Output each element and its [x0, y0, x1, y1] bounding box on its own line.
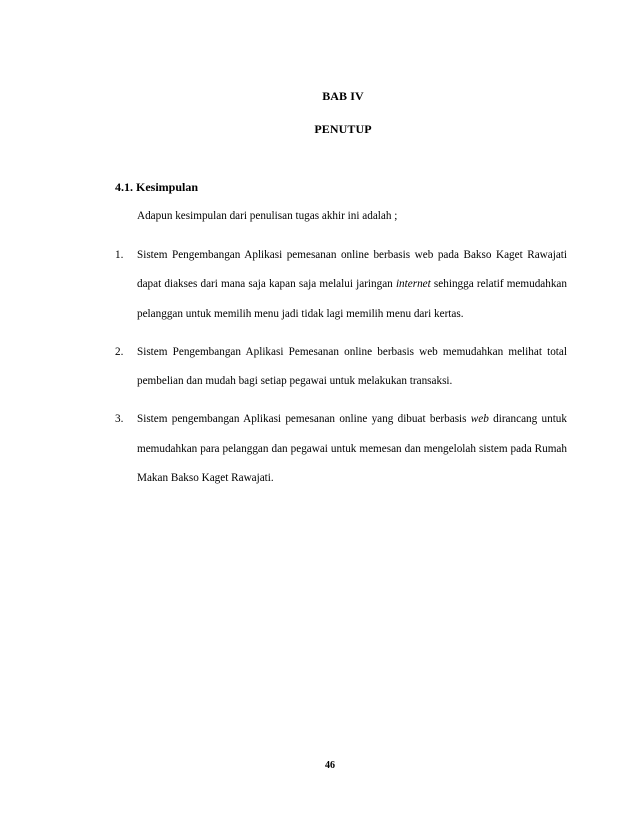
conclusion-text	[137, 241, 567, 329]
conclusion-text	[137, 405, 567, 493]
page-number: 46	[325, 760, 335, 771]
section-heading: 4.1. Kesimpulan	[115, 180, 199, 194]
conclusion-text-part: sehingga relatif memudahkan pelanggan untuk memilih menu jadi tidak lagi memilih menu dari kertas.	[137, 278, 567, 320]
conclusion-text-part: Sistem Pengembangan Aplikasi pemesanan online berbasis web pada Bakso Kaget Rawajati dapat diakses dari mana saja kapan saja melalui jaringan	[137, 249, 567, 291]
conclusion-item	[115, 405, 567, 493]
conclusion-item	[115, 338, 567, 397]
conclusion-text-part: Sistem Pengembangan Aplikasi Pemesanan online berbasis web memudahkan melihat total pembelian dan mudah bagi setiap pegawai untuk melakukan transaksi.	[137, 345, 567, 388]
section-intro: Adapun kesimpulan dari penulisan tugas akhir ini adalah ;	[137, 210, 398, 222]
conclusion-text-part: Sistem pengembangan Aplikasi pemesanan online yang dibuat berbasis	[137, 413, 471, 426]
conclusion-emphasis: web	[470, 413, 489, 426]
conclusion-number: 1.	[115, 249, 124, 261]
conclusion-list	[115, 241, 567, 502]
conclusion-text-part: dirancang untuk memudahkan para pelanggan dan pegawai untuk memesan dan mengelolah sistem pada Rumah Makan Bakso Kaget Rawajati.	[137, 413, 567, 485]
conclusion-number: 2.	[115, 345, 124, 358]
conclusion-item	[115, 241, 567, 329]
chapter-title: PENUTUP	[314, 122, 372, 136]
conclusion-number: 3.	[115, 413, 124, 426]
conclusion-emphasis: internet	[395, 278, 431, 291]
conclusion-text	[137, 338, 567, 397]
chapter-label: BAB IV	[322, 89, 364, 103]
